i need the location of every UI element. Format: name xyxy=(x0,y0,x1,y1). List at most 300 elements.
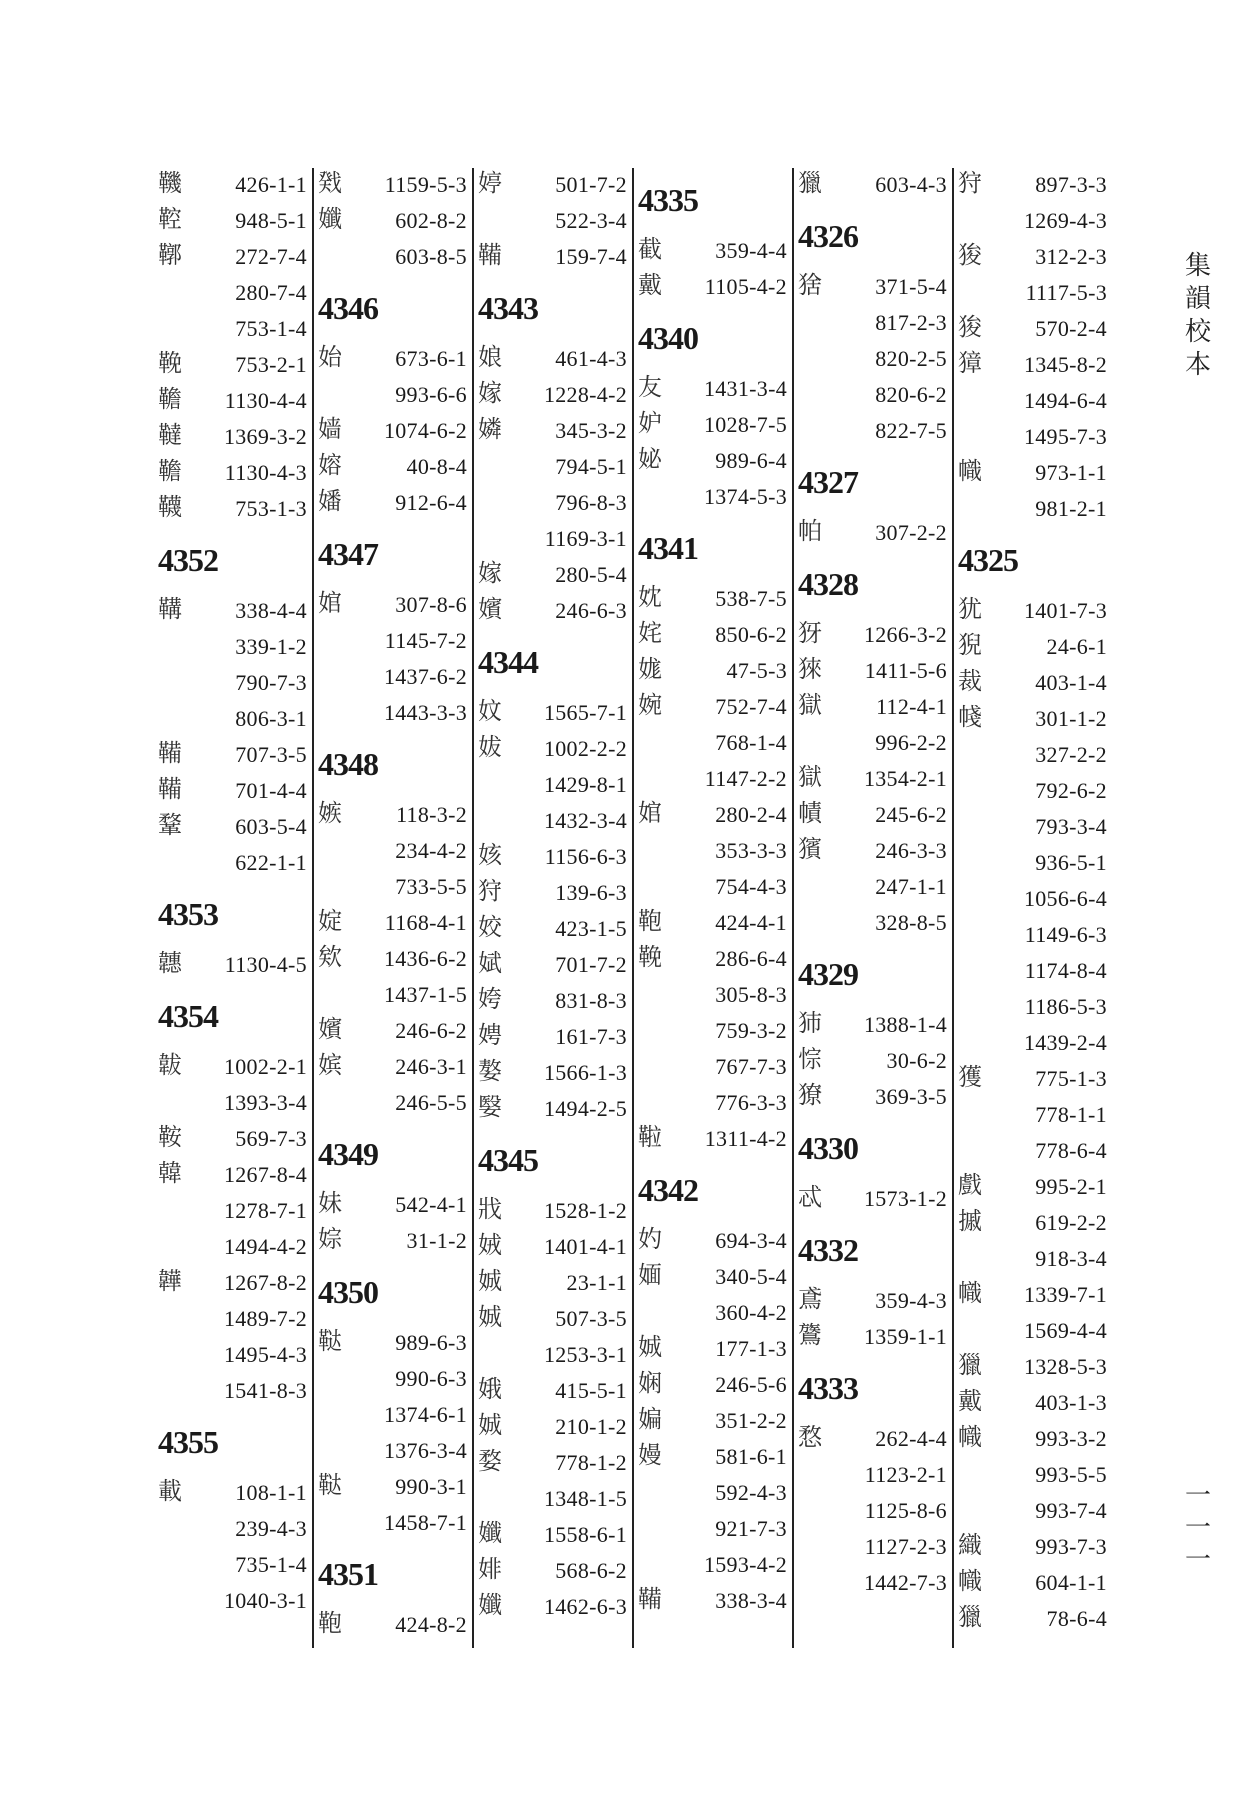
index-entry xyxy=(318,1606,475,1642)
entry-character: 媔 xyxy=(638,1261,662,1289)
entry-character: 鞔 xyxy=(158,349,182,377)
index-entry xyxy=(318,1012,475,1048)
index-entry xyxy=(158,628,315,664)
page-reference: 327-2-2 xyxy=(1035,742,1107,767)
entry-character: 嫱 xyxy=(318,415,342,443)
page-reference: 768-1-4 xyxy=(715,730,787,755)
page-reference: 1002-2-2 xyxy=(543,736,627,761)
index-entry xyxy=(318,1084,475,1120)
page-reference: 993-5-5 xyxy=(1035,1462,1107,1487)
index-entry xyxy=(478,556,635,592)
entry-character: 嫯 xyxy=(478,1057,502,1085)
page-reference: 993-7-4 xyxy=(1035,1498,1107,1523)
section-heading xyxy=(798,202,955,268)
index-entry xyxy=(318,484,475,520)
index-entry xyxy=(158,1120,315,1156)
page-reference: 371-5-4 xyxy=(875,274,947,299)
page-reference: 989-6-4 xyxy=(715,448,787,473)
entry-character: 婉 xyxy=(638,691,662,719)
four-corner-code: 4353 xyxy=(158,896,218,932)
index-entry xyxy=(958,1384,1115,1420)
page-reference: 604-1-1 xyxy=(1035,1570,1107,1595)
entry-character: 鞄 xyxy=(318,1609,342,1637)
page-reference: 569-7-3 xyxy=(235,1126,307,1151)
index-entry xyxy=(958,382,1115,418)
page-reference: 981-2-1 xyxy=(1035,496,1107,521)
page-reference: 790-7-3 xyxy=(235,670,307,695)
page-reference: 1105-4-2 xyxy=(704,274,787,299)
entry-character: 妭 xyxy=(478,733,502,761)
index-entry xyxy=(958,1204,1115,1240)
entry-character: 娥 xyxy=(478,1375,502,1403)
index-entry xyxy=(478,1264,635,1300)
page-reference: 234-4-2 xyxy=(395,838,467,863)
entry-character: 鞴 xyxy=(478,241,502,269)
index-entry xyxy=(638,760,795,796)
index-entry xyxy=(638,652,795,688)
page-reference: 210-1-2 xyxy=(555,1414,627,1439)
index-entry xyxy=(318,166,475,202)
page-reference: 752-7-4 xyxy=(715,694,787,719)
page-reference: 921-7-3 xyxy=(715,1516,787,1541)
page-reference: 1593-4-2 xyxy=(703,1552,787,1577)
section-heading xyxy=(638,1156,795,1222)
entry-character: 戴 xyxy=(958,1387,982,1415)
page-reference: 850-6-2 xyxy=(715,622,787,647)
entry-character: 娉 xyxy=(478,1021,502,1049)
page-reference: 1123-2-1 xyxy=(864,1462,947,1487)
four-corner-code: 4348 xyxy=(318,746,378,782)
page-reference: 1117-5-3 xyxy=(1025,280,1107,305)
page-reference: 1186-5-3 xyxy=(1024,994,1107,1019)
index-entry xyxy=(638,724,795,760)
index-entry xyxy=(478,1090,635,1126)
page-reference: 1169-3-1 xyxy=(544,526,627,551)
entry-character: 始 xyxy=(318,343,342,371)
index-entry xyxy=(958,1276,1115,1312)
page-reference: 1494-2-5 xyxy=(543,1096,627,1121)
page-reference: 568-6-2 xyxy=(555,1558,627,1583)
page-reference: 996-2-2 xyxy=(875,730,947,755)
page-reference: 286-6-4 xyxy=(715,946,787,971)
index-entry xyxy=(638,1258,795,1294)
index-entry xyxy=(638,268,795,304)
section-heading xyxy=(798,940,955,1006)
index-entry xyxy=(958,346,1115,382)
page-reference: 1002-2-1 xyxy=(223,1054,307,1079)
index-entry xyxy=(478,1300,635,1336)
index-entry xyxy=(798,1282,955,1318)
index-entry xyxy=(798,1180,955,1216)
page-reference: 1130-4-5 xyxy=(224,952,307,977)
entry-character: 娬 xyxy=(478,949,502,977)
page-reference: 1489-7-2 xyxy=(223,1306,307,1331)
page-reference: 1130-4-4 xyxy=(224,388,307,413)
page-reference: 1147-2-2 xyxy=(704,766,787,791)
index-column-2 xyxy=(318,166,475,1642)
page-reference: 1437-1-5 xyxy=(383,982,467,1007)
four-corner-code: 4354 xyxy=(158,998,218,1034)
page-reference: 31-1-2 xyxy=(406,1228,467,1253)
entry-character: 婔 xyxy=(478,1555,502,1583)
entry-character: 妏 xyxy=(478,697,502,725)
page-reference: 340-5-4 xyxy=(715,1264,787,1289)
page-reference: 778-1-1 xyxy=(1035,1102,1107,1127)
index-entry xyxy=(318,904,475,940)
index-entry xyxy=(798,796,955,832)
index-entry xyxy=(958,490,1115,526)
index-entry xyxy=(958,310,1115,346)
entry-character: 幟 xyxy=(958,457,982,485)
entry-character: 友 xyxy=(638,373,662,401)
index-entry xyxy=(798,1042,955,1078)
entry-character: 娀 xyxy=(478,1231,502,1259)
page-reference: 161-7-3 xyxy=(555,1024,627,1049)
page-reference: 796-8-3 xyxy=(555,490,627,515)
index-entry xyxy=(958,592,1115,628)
entry-character: 猊 xyxy=(958,631,982,659)
section-heading xyxy=(158,880,315,946)
page-reference: 1442-7-3 xyxy=(863,1570,947,1595)
index-entry xyxy=(798,376,955,412)
entry-character: 猞 xyxy=(798,271,822,299)
page-reference: 280-2-4 xyxy=(715,802,787,827)
index-entry xyxy=(158,1228,315,1264)
page-reference: 24-6-1 xyxy=(1046,634,1107,659)
page-reference: 280-5-4 xyxy=(555,562,627,587)
page-reference: 993-6-6 xyxy=(395,382,467,407)
entry-character: 狩 xyxy=(958,169,982,197)
index-entry xyxy=(318,868,475,904)
page-reference: 735-1-4 xyxy=(235,1552,307,1577)
page-reference: 112-4-1 xyxy=(876,694,947,719)
index-column-3 xyxy=(478,166,635,1624)
index-entry xyxy=(478,946,635,982)
section-heading xyxy=(318,1120,475,1186)
four-corner-code: 4346 xyxy=(318,290,378,326)
section-heading xyxy=(318,274,475,340)
page-reference: 1401-7-3 xyxy=(1023,598,1107,623)
entry-character: 猍 xyxy=(798,655,822,683)
entry-character: 韓 xyxy=(158,1159,182,1187)
index-entry xyxy=(958,1456,1115,1492)
section-heading xyxy=(318,730,475,796)
page-reference: 936-5-1 xyxy=(1035,850,1107,875)
entry-character: 鷟 xyxy=(798,1321,822,1349)
entry-character: 嫔 xyxy=(318,1051,342,1079)
page-reference: 239-4-3 xyxy=(235,1516,307,1541)
entry-character: 鳶 xyxy=(798,1285,822,1313)
entry-character: 織 xyxy=(958,1531,982,1559)
index-entry xyxy=(638,1084,795,1120)
index-entry xyxy=(958,736,1115,772)
page-reference: 820-6-2 xyxy=(875,382,947,407)
index-entry xyxy=(958,202,1115,238)
entry-character: 娏 xyxy=(638,655,662,683)
index-entry xyxy=(158,1372,315,1408)
entry-character: 犹 xyxy=(958,595,982,623)
page-reference: 424-8-2 xyxy=(395,1612,467,1637)
page-reference: 1495-4-3 xyxy=(223,1342,307,1367)
page-reference: 1376-3-4 xyxy=(383,1438,467,1463)
page-reference: 707-3-5 xyxy=(235,742,307,767)
entry-character: 鞄 xyxy=(638,907,662,935)
index-entry xyxy=(158,1582,315,1618)
index-entry xyxy=(318,1432,475,1468)
index-entry xyxy=(478,874,635,910)
entry-character: 鞴 xyxy=(638,1585,662,1613)
index-entry xyxy=(478,1336,635,1372)
index-entry xyxy=(478,694,635,730)
page-reference: 1145-7-2 xyxy=(384,628,467,653)
page-reference: 775-1-3 xyxy=(1035,1066,1107,1091)
entry-character: 姱 xyxy=(478,985,502,1013)
index-entry xyxy=(958,1168,1115,1204)
column-divider xyxy=(952,168,954,1648)
index-entry xyxy=(958,1060,1115,1096)
index-entry xyxy=(638,1402,795,1438)
page-reference: 307-2-2 xyxy=(875,520,947,545)
page-reference: 359-4-3 xyxy=(875,1288,947,1313)
index-entry xyxy=(638,406,795,442)
index-entry xyxy=(158,664,315,700)
four-corner-code: 4325 xyxy=(958,542,1018,578)
index-entry xyxy=(158,844,315,880)
page-reference: 305-8-3 xyxy=(715,982,787,1007)
index-entry xyxy=(158,418,315,454)
index-entry xyxy=(158,274,315,310)
page-reference: 262-4-4 xyxy=(875,1426,947,1451)
page-reference: 995-2-1 xyxy=(1035,1174,1107,1199)
index-entry xyxy=(158,1474,315,1510)
page-reference: 581-6-1 xyxy=(715,1444,787,1469)
entry-character: 帕 xyxy=(798,517,822,545)
entry-character: 戴 xyxy=(638,271,662,299)
index-entry xyxy=(478,838,635,874)
entry-character: 嬪 xyxy=(318,1015,342,1043)
index-entry xyxy=(798,1078,955,1114)
index-entry xyxy=(158,490,315,526)
index-entry xyxy=(958,1240,1115,1276)
entry-character: 妼 xyxy=(638,445,662,473)
section-heading xyxy=(318,520,475,586)
page-reference: 1393-3-4 xyxy=(223,1090,307,1115)
section-heading xyxy=(798,550,955,616)
page-reference: 778-1-2 xyxy=(555,1450,627,1475)
entry-character: 狩 xyxy=(478,877,502,905)
four-corner-code: 4332 xyxy=(798,1232,858,1268)
entry-character: 娍 xyxy=(478,1303,502,1331)
page-reference: 1528-1-2 xyxy=(543,1198,627,1223)
index-entry xyxy=(958,238,1115,274)
index-entry xyxy=(478,982,635,1018)
page-reference: 40-8-4 xyxy=(406,454,467,479)
four-corner-code: 4351 xyxy=(318,1556,378,1592)
four-corner-code: 4350 xyxy=(318,1274,378,1310)
index-entry xyxy=(478,340,635,376)
page-reference: 733-5-5 xyxy=(395,874,467,899)
book-title: 集 韻 校 本 xyxy=(1184,251,1211,380)
page-reference: 948-5-1 xyxy=(235,208,307,233)
index-entry xyxy=(958,1492,1115,1528)
section-heading xyxy=(958,526,1115,592)
four-corner-code: 4347 xyxy=(318,536,378,572)
page-reference: 767-7-3 xyxy=(715,1054,787,1079)
index-entry xyxy=(958,274,1115,310)
index-entry xyxy=(798,1456,955,1492)
section-heading xyxy=(798,448,955,514)
index-entry xyxy=(958,844,1115,880)
page-reference: 694-3-4 xyxy=(715,1228,787,1253)
index-column-1 xyxy=(158,166,315,1618)
page-reference: 423-1-5 xyxy=(555,916,627,941)
entry-character: 狻 xyxy=(958,241,982,269)
page-reference: 592-4-3 xyxy=(715,1480,787,1505)
index-entry xyxy=(638,616,795,652)
page-reference: 1359-1-1 xyxy=(863,1324,947,1349)
index-entry xyxy=(318,1324,475,1360)
index-entry xyxy=(158,1156,315,1192)
entry-character: 鞔 xyxy=(638,943,662,971)
index-entry xyxy=(158,1510,315,1546)
index-entry xyxy=(318,1504,475,1540)
index-entry xyxy=(638,1330,795,1366)
index-entry xyxy=(958,1312,1115,1348)
index-entry xyxy=(798,616,955,652)
entry-character: 韂 xyxy=(158,385,182,413)
index-entry xyxy=(158,238,315,274)
page-reference: 701-4-4 xyxy=(235,778,307,803)
entry-character: 愗 xyxy=(798,1423,822,1451)
page-reference: 1569-4-4 xyxy=(1023,1318,1107,1343)
four-corner-code: 4349 xyxy=(318,1136,378,1172)
entry-character: 載 xyxy=(158,1477,182,1505)
index-entry xyxy=(478,1228,635,1264)
page-reference: 1028-7-5 xyxy=(703,412,787,437)
column-divider xyxy=(792,168,794,1648)
four-corner-code: 4343 xyxy=(478,290,538,326)
index-entry xyxy=(638,370,795,406)
entry-character: 鞑 xyxy=(318,1327,342,1355)
index-entry xyxy=(158,808,315,844)
index-entry xyxy=(478,1372,635,1408)
four-corner-code: 4333 xyxy=(798,1370,858,1406)
index-entry xyxy=(638,796,795,832)
index-entry xyxy=(798,904,955,940)
index-entry xyxy=(798,340,955,376)
page-reference: 989-6-3 xyxy=(395,1330,467,1355)
index-entry xyxy=(958,1096,1115,1132)
page-reference: 369-3-5 xyxy=(875,1084,947,1109)
page-reference: 1266-3-2 xyxy=(863,622,947,647)
index-entry xyxy=(318,1468,475,1504)
page-reference: 246-6-2 xyxy=(395,1018,467,1043)
page-reference: 538-7-5 xyxy=(715,586,787,611)
index-entry xyxy=(798,1492,955,1528)
index-entry xyxy=(798,268,955,304)
page-reference: 1159-5-3 xyxy=(384,172,467,197)
index-entry xyxy=(478,910,635,946)
index-entry xyxy=(478,1018,635,1054)
page-reference: 1253-3-1 xyxy=(543,1342,627,1367)
entry-character: 狻 xyxy=(958,313,982,341)
index-entry xyxy=(478,1552,635,1588)
page-reference: 1228-4-2 xyxy=(543,382,627,407)
index-entry xyxy=(318,376,475,412)
page-reference: 1130-4-3 xyxy=(224,460,307,485)
entry-character: 悰 xyxy=(798,1045,822,1073)
section-heading xyxy=(158,982,315,1048)
entry-character: 娘 xyxy=(478,343,502,371)
index-entry xyxy=(158,310,315,346)
entry-character: 犻 xyxy=(798,1009,822,1037)
index-entry xyxy=(318,1222,475,1258)
index-entry xyxy=(798,1528,955,1564)
entry-character: 鞡 xyxy=(638,1123,662,1151)
entry-character: 娍 xyxy=(478,1267,502,1295)
index-entry xyxy=(958,808,1115,844)
index-entry xyxy=(318,796,475,832)
page-reference: 990-6-3 xyxy=(395,1366,467,1391)
page-reference: 424-4-1 xyxy=(715,910,787,935)
index-entry xyxy=(478,766,635,802)
page-reference: 461-4-3 xyxy=(555,346,627,371)
entry-character: 幟 xyxy=(958,1279,982,1307)
page-reference: 1443-3-3 xyxy=(383,700,467,725)
index-column-6 xyxy=(958,166,1115,1636)
page-reference: 246-3-3 xyxy=(875,838,947,863)
entry-character: 鞴 xyxy=(158,739,182,767)
four-corner-code: 4342 xyxy=(638,1172,698,1208)
page-reference: 339-1-2 xyxy=(235,634,307,659)
index-entry xyxy=(958,952,1115,988)
page-reference: 603-5-4 xyxy=(235,814,307,839)
index-entry xyxy=(958,1348,1115,1384)
entry-character: 婃 xyxy=(318,1225,342,1253)
entry-character: 嬏 xyxy=(318,487,342,515)
index-entry xyxy=(638,580,795,616)
page-reference: 794-5-1 xyxy=(555,454,627,479)
page-reference: 47-5-3 xyxy=(726,658,787,683)
entry-character: 裁 xyxy=(958,667,982,695)
four-corner-code: 4344 xyxy=(478,644,538,680)
entry-character: 嫛 xyxy=(478,1093,502,1121)
section-heading xyxy=(638,514,795,580)
entry-character: 獄 xyxy=(798,763,822,791)
index-entry xyxy=(318,238,475,274)
entry-character: 鞲 xyxy=(158,595,182,623)
section-heading xyxy=(478,1126,635,1192)
page-reference: 1494-6-4 xyxy=(1023,388,1107,413)
page-reference: 338-3-4 xyxy=(715,1588,787,1613)
entry-character: 妹 xyxy=(318,1189,342,1217)
index-entry xyxy=(158,946,315,982)
page-reference: 30-6-2 xyxy=(886,1048,947,1073)
index-entry xyxy=(158,1336,315,1372)
entry-character: 戣 xyxy=(318,169,342,197)
index-entry xyxy=(798,1420,955,1456)
page-reference: 1432-3-4 xyxy=(543,808,627,833)
index-entry xyxy=(478,166,635,202)
page-reference: 247-1-1 xyxy=(875,874,947,899)
page-reference: 1573-1-2 xyxy=(863,1186,947,1211)
entry-character: 妒 xyxy=(638,409,662,437)
page-reference: 501-7-2 xyxy=(555,172,627,197)
column-divider xyxy=(472,168,474,1648)
section-heading xyxy=(798,1216,955,1282)
page-reference: 806-3-1 xyxy=(235,706,307,731)
index-entry xyxy=(478,1588,635,1624)
